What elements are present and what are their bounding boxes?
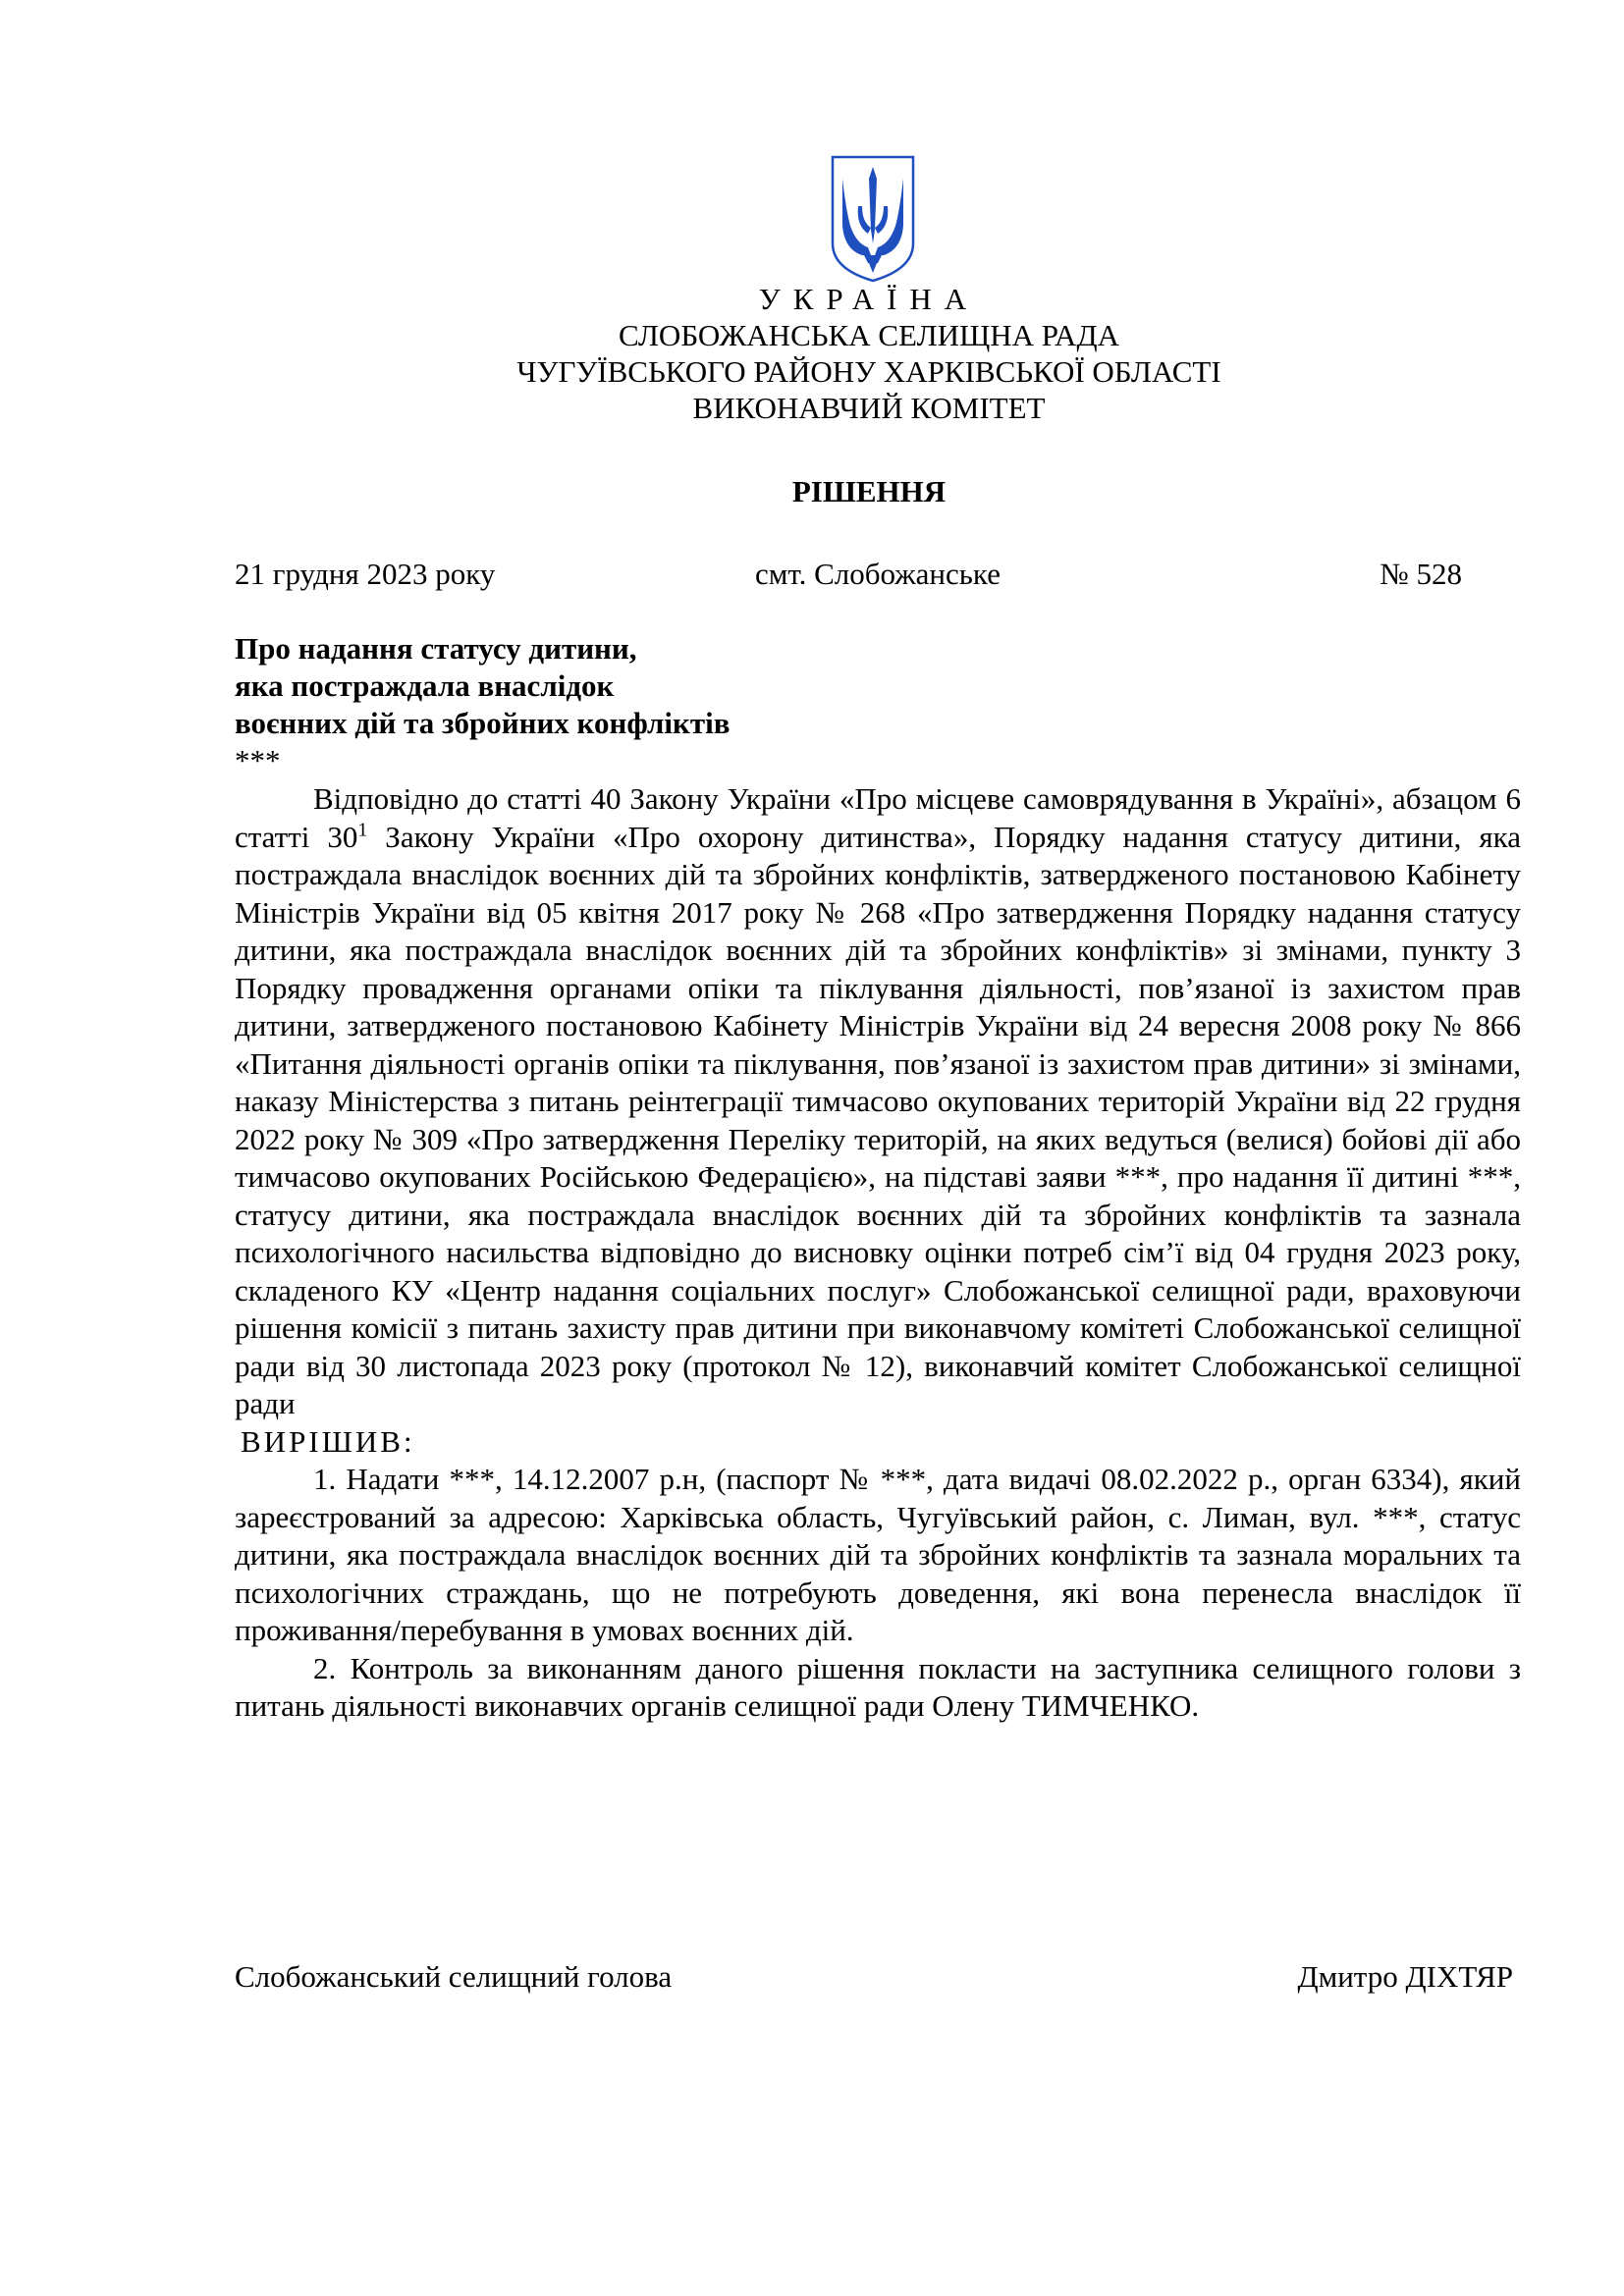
- council-name: СЛОБОЖАНСЬКА СЕЛИЩНА РАДА: [619, 318, 1119, 352]
- document-subject: [235, 630, 731, 742]
- coat-of-arms-of-ukraine-icon: [829, 153, 917, 285]
- document-date: 21 грудня 2023 року: [235, 557, 496, 591]
- date-place-number-row: [235, 556, 1462, 595]
- signatory-name: Дмитро ДІХТЯР: [1297, 1959, 1513, 1994]
- preamble-superscript: 1: [357, 819, 368, 841]
- document-type-title: РІШЕННЯ: [791, 474, 947, 508]
- resolve-label: ВИРІШИВ:: [241, 1423, 415, 1459]
- decision-item-2: 2. Контроль за виконанням даного рішення покласти на заступника селищного голови з питань діяльності виконавчих органів селищної ради Олену ТИМЧЕНКО.: [235, 1650, 1521, 1723]
- preamble-paragraph: [235, 780, 1521, 1423]
- signatory-position: Слобожанський селищний голова: [235, 1959, 673, 1994]
- document-body: [235, 780, 1521, 1726]
- document-place: смт. Слобожанське: [755, 557, 1001, 591]
- preamble-text-part2: Закону України «Про охорону дитинства», Порядку надання статусу дитини, яка постраждала внаслідок воєнних дій та збройних конфліктів, затвердженого постановою Кабінету Міністрів України від 05 квітня 2017 року № 268 «Про затвердження Порядку надання статусу дитини, яка постраждала внаслідок воєнних дій та збройних конфліктів» зі змінами, пункту 3 Порядку провадження органами опіки та піклування діяльності, пов’язаної із захистом прав дитини, затвердженого постановою Кабінету Міністрів України від 24 вересня 2008 року № 866 «Питання діяльності органів опіки та піклування, пов’язаної із захистом прав дитини» зі змінами, наказу Міністерства з питань реінтеграції тимчасово окупованих територій України від 22 грудня 2022 року № 309 «Про затвердження Переліку територій, на яких ведуться (велися) бойові дії або тимчасово окупованих Російською Федерацією», на підставі заяви ***, про надання її дитині ***, статусу дитини, яка постраждала внаслідок воєнних дій та збройних конфліктів та зазнала психологічного насильства відповідно до висновку оцінки потреб сім’ї від 04 грудня 2023 року, складеного КУ «Центр надання соціальних послуг» Слобожанської селищної ради, враховуючи рішення комісії з питань захисту прав дитини при виконавчому комітеті Слобожанської селищної ради від 30 листопада 2023 року (протокол № 12), виконавчий комітет Слобожанської селищної ради: [235, 819, 1521, 1420]
- subject-line: яка постраждала внаслідок: [235, 668, 615, 703]
- document-number: № 528: [1380, 557, 1462, 591]
- anonymized-mark: ***: [235, 743, 281, 777]
- issuer-header: [0, 281, 1624, 426]
- country-name: УКРАЇНА: [758, 282, 980, 316]
- committee-name: ВИКОНАВЧИЙ КОМІТЕТ: [692, 391, 1046, 425]
- district-name: ЧУГУЇВСЬКОГО РАЙОНУ ХАРКІВСЬКОЇ ОБЛАСТІ: [516, 354, 1221, 389]
- subject-line: Про надання статусу дитини,: [235, 631, 637, 666]
- preamble-text-part1: Відповідно до статті 40 Закону України «Про місцеве самоврядування в Україні», абзацом 6 статті 30: [235, 781, 1521, 854]
- subject-line: воєнних дій та збройних конфліктів: [235, 706, 731, 740]
- decision-item-1: 1. Надати ***, 14.12.2007 р.н, (паспорт № ***, дата видачі 08.02.2022 р., орган 6334), який зареєстрований за адресою: Харківська область, Чугуївський район, с. Лиман, вул. ***, статус дитини, яка постраждала внаслідок воєнних дій та збройних конфліктів та зазнала моральних та психологічних страждань, що не потребують доведення, які вона перенесла внаслідок її проживання/перебування в умовах воєнних дій.: [235, 1462, 1521, 1647]
